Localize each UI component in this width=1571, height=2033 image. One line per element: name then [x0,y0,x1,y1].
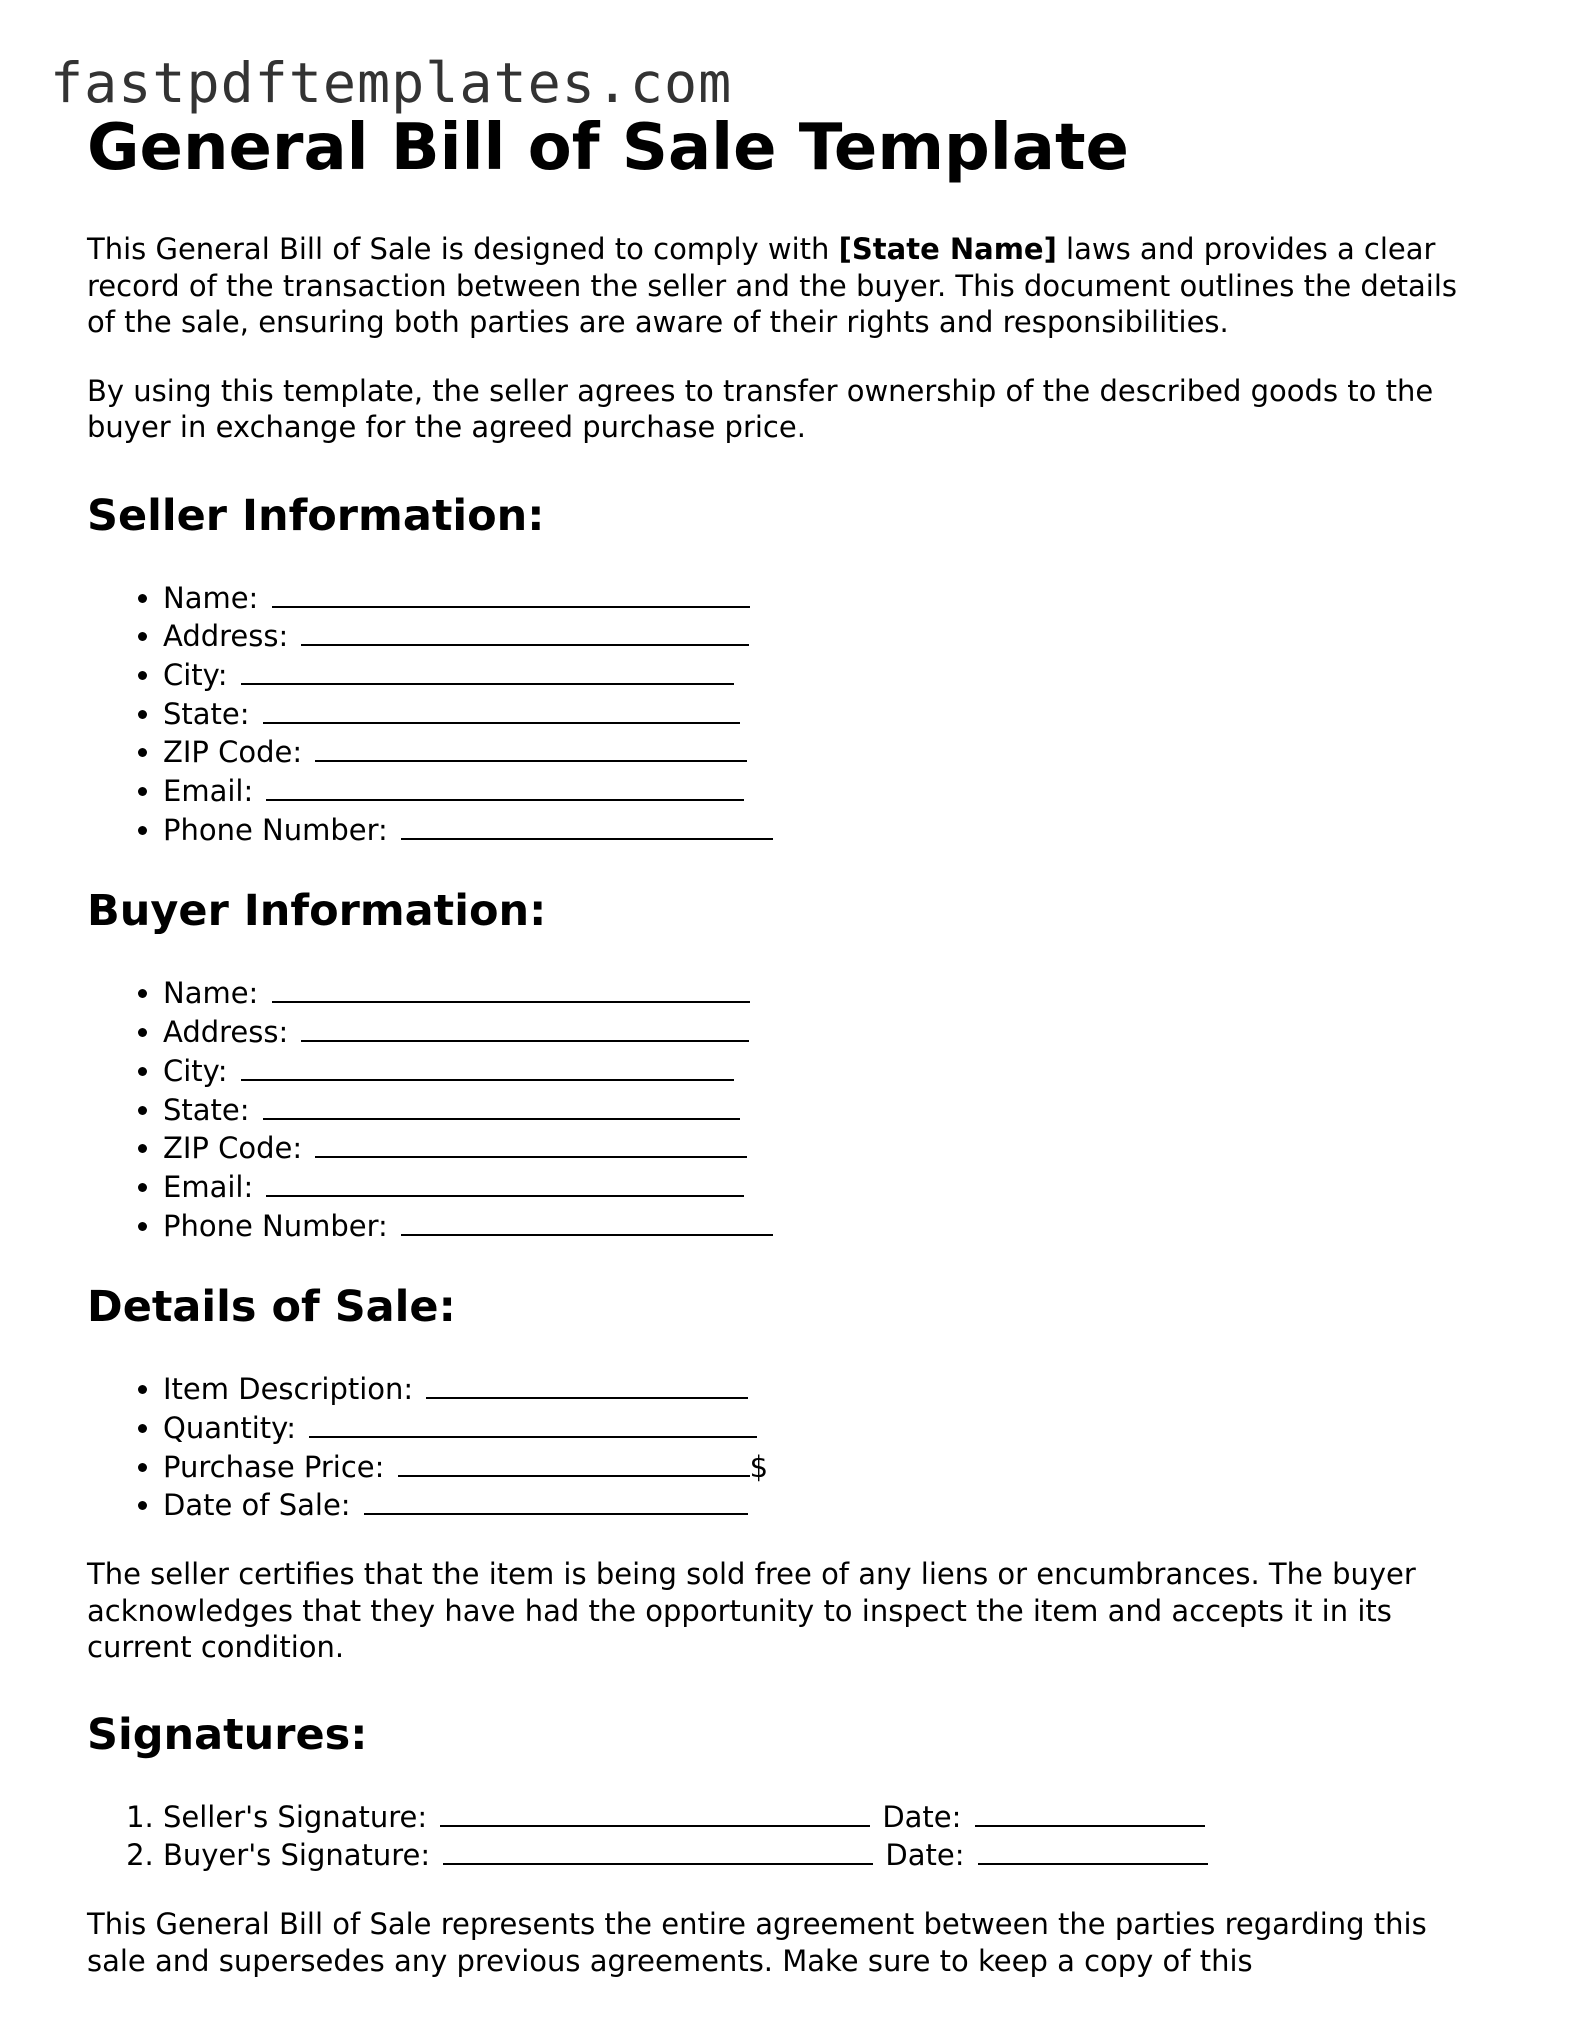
document-title: General Bill of Sale Template [87,111,1129,185]
fill-line[interactable] [301,1012,749,1042]
signature-fill-line[interactable] [443,1835,873,1865]
signature-label: Buyer's Signature: [163,1838,431,1873]
seller-fields-list [87,578,1487,849]
buyer-fields-list [87,973,1487,1244]
date-fill-line[interactable] [978,1835,1208,1865]
fill-line[interactable] [401,1206,773,1236]
buyer-phone-field[interactable] [163,1206,1487,1245]
intro-paragraph-2: By using this template, the seller agrees to transfer ownership of the described goods to the buyer in exchange for the agreed purchase price. [87,373,1434,444]
fill-line[interactable] [241,1051,734,1081]
buyer-address-field[interactable] [163,1012,1487,1051]
seller-city-field[interactable] [163,655,1487,694]
buyer-zip-field[interactable] [163,1128,1487,1167]
fill-line[interactable] [401,810,773,840]
seller-address-field[interactable] [163,616,1487,655]
seller-phone-field[interactable] [163,810,1487,849]
field-label: Date of Sale: [163,1488,351,1523]
buyer-signature-line[interactable] [163,1835,1487,1874]
document-page [87,108,1487,2011]
fill-line[interactable] [364,1485,748,1515]
currency-symbol: $ [749,1449,769,1484]
fill-line[interactable] [315,732,747,762]
field-label: City: [163,1053,228,1088]
date-label: Date: [882,1799,962,1834]
signature-label: Seller's Signature: [163,1799,428,1834]
field-label: ZIP Code: [163,1131,303,1166]
seller-email-field[interactable] [163,771,1487,810]
watermark: fastpdftemplates.com [50,51,733,115]
sale-fields-list [87,1369,1487,1524]
buyer-city-field[interactable] [163,1051,1487,1090]
fill-line[interactable] [272,578,750,608]
fill-line[interactable] [315,1128,747,1158]
fill-line[interactable] [241,655,734,685]
intro-paragraph [87,231,1487,341]
quantity-field[interactable] [163,1408,1487,1447]
seller-state-field[interactable] [163,694,1487,733]
fill-line[interactable] [263,1090,740,1120]
fill-line[interactable] [272,973,750,1003]
date-label: Date: [885,1838,965,1873]
field-label: Address: [163,1015,289,1050]
fill-line[interactable] [266,1167,744,1197]
field-label: Quantity: [163,1411,296,1446]
fill-line[interactable] [266,771,744,801]
purchase-price-field[interactable] [163,1447,1487,1486]
signatures-heading: Signatures: [87,1709,368,1760]
date-of-sale-field[interactable] [163,1485,1487,1524]
buyer-email-field[interactable] [163,1167,1487,1206]
date-fill-line[interactable] [975,1797,1205,1827]
fill-line[interactable] [301,616,749,646]
state-name-placeholder: [State Name] [838,232,1057,266]
field-label: Item Description: [163,1372,414,1407]
field-label: Email: [163,774,254,809]
closing-paragraph: This General Bill of Sale represents the entire agreement between the parties regarding this sale and supersedes any previous agreements. Make sure to keep a copy of this [87,1907,1427,1978]
field-label: Email: [163,1169,254,1204]
certification-paragraph: The seller certifies that the item is being sold free of any liens or encumbrances. The buyer acknowledges that they have had the opportunity to inspect the item and accepts it in its current condition. [87,1557,1416,1665]
item-description-field[interactable] [163,1369,1487,1408]
field-label: Phone Number: [163,812,388,847]
buyer-state-field[interactable] [163,1090,1487,1129]
sale-heading: Details of Sale: [87,1282,456,1333]
field-label: City: [163,657,228,692]
signature-fill-line[interactable] [440,1797,870,1827]
fill-line[interactable] [426,1369,748,1399]
intro-text-2: laws and provides a clear record of the transaction between the seller and the buyer. This document outlines the details of the sale, ensuring both parties are aware of their rights and responsibilities. [87,232,1458,339]
fill-line[interactable] [263,694,740,724]
fill-line[interactable] [309,1408,757,1438]
field-label: State: [163,1092,250,1127]
buyer-name-field[interactable] [163,973,1487,1012]
intro-text-1: This General Bill of Sale is designed to comply with [87,232,839,266]
field-label: Purchase Price: [163,1449,385,1484]
seller-zip-field[interactable] [163,732,1487,771]
fill-line[interactable] [398,1447,750,1477]
buyer-heading: Buyer Information: [87,886,547,937]
field-label: Phone Number: [163,1208,388,1243]
field-label: State: [163,696,250,731]
field-label: ZIP Code: [163,735,303,770]
seller-name-field[interactable] [163,578,1487,617]
field-label: Address: [163,619,289,654]
field-label: Name: [163,580,259,615]
field-label: Name: [163,976,259,1011]
signatures-list [87,1797,1487,1874]
seller-signature-line[interactable] [163,1797,1487,1836]
seller-heading: Seller Information: [87,490,545,541]
